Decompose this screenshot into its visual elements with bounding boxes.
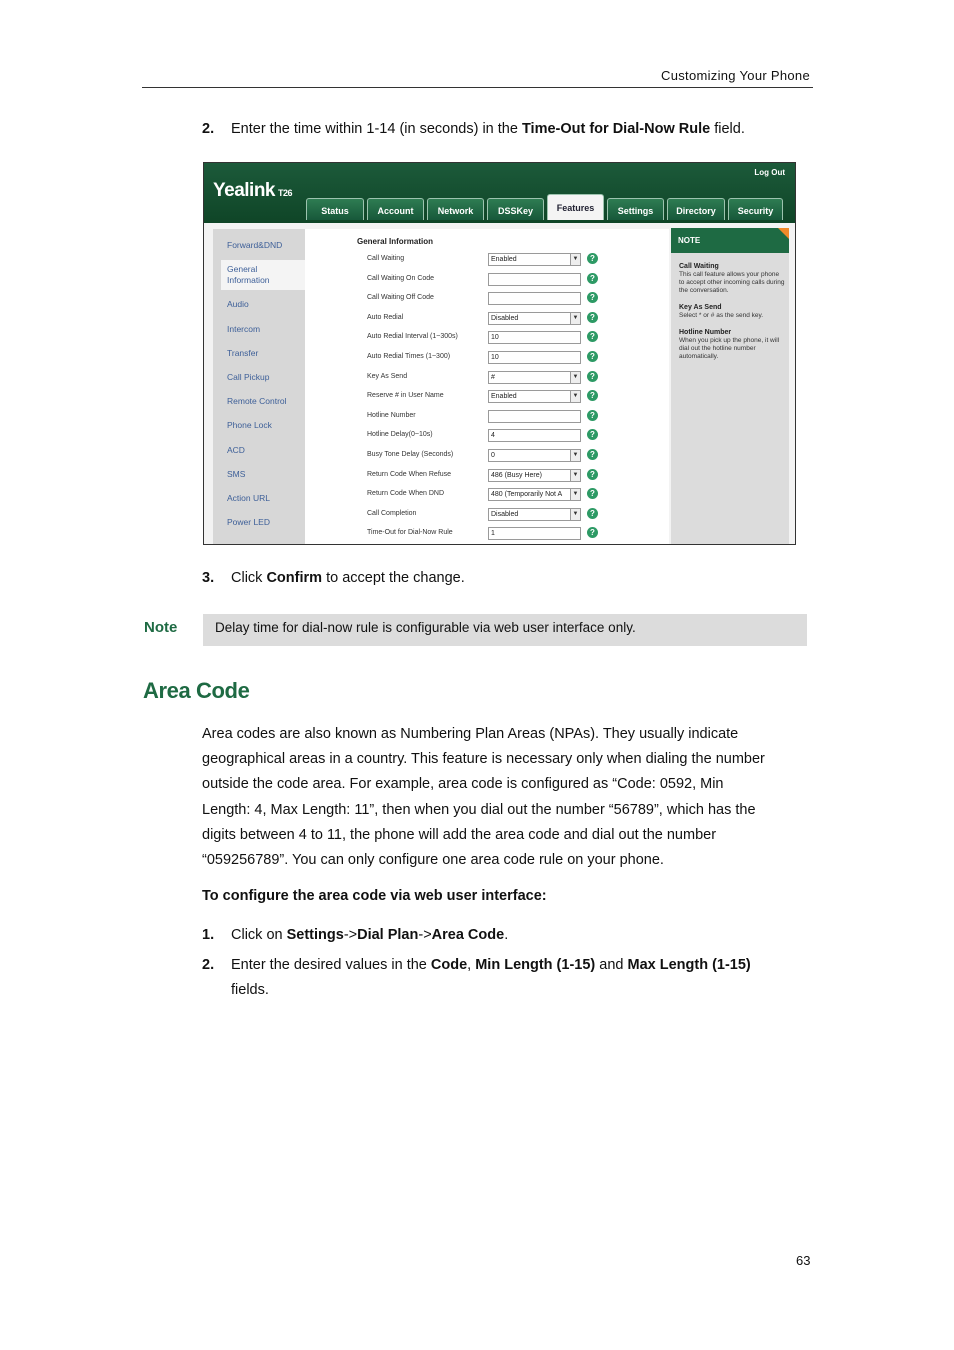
form-row: [305, 527, 669, 541]
help-icon[interactable]: ?: [587, 390, 598, 401]
field-value: Disabled: [491, 510, 519, 518]
field-value: 10: [491, 354, 499, 361]
dropdown-arrow-icon[interactable]: ▼: [570, 313, 580, 324]
menu-path-dial-plan: Dial Plan: [357, 927, 419, 943]
field-label: Return Code When Refuse: [367, 470, 452, 478]
tab-features[interactable]: Features: [547, 194, 604, 220]
form-row: [305, 410, 669, 424]
field-label: Call Waiting: [367, 255, 405, 262]
help-icon[interactable]: ?: [587, 488, 598, 499]
note-panel-body: [679, 263, 785, 370]
field-value: #: [491, 373, 495, 381]
step-text: Enter the time within 1-14 (in seconds) in the: [231, 121, 522, 137]
step-number: 2.: [202, 957, 215, 973]
form-row: [305, 488, 669, 502]
note-text: Delay time for dial-now rule is configurable via web user interface only.: [215, 620, 636, 635]
field-value: 486 (Busy Here): [491, 471, 542, 479]
help-icon[interactable]: ?: [587, 351, 598, 362]
form-row: [305, 429, 669, 443]
field-label: Hotline Number: [367, 411, 416, 419]
path-separator: ->: [343, 927, 358, 943]
field-label: Reserve # in User Name: [367, 392, 444, 400]
step-text-end: to accept the change.: [322, 570, 465, 586]
form-row: [305, 253, 669, 267]
section-paragraph: [202, 722, 814, 873]
help-icon[interactable]: ?: [587, 508, 598, 519]
yealink-logo: Yealink T26: [213, 180, 293, 201]
tab-account[interactable]: Account: [367, 198, 424, 220]
form-row: [305, 449, 669, 463]
step-text: Enter the desired values in the: [231, 957, 431, 973]
nav-item-acd[interactable]: ACD: [227, 445, 245, 455]
note-text: Select * or # as the send key.: [679, 312, 764, 319]
form-section-title: General Information: [357, 237, 434, 246]
field-select[interactable]: [488, 371, 581, 384]
step-text-end: .: [504, 927, 509, 943]
help-icon[interactable]: ?: [587, 527, 598, 538]
help-icon[interactable]: ?: [587, 253, 598, 264]
step-text-end: field.: [710, 121, 745, 137]
field-value: 480 (Temporarily Not A: [491, 491, 563, 499]
paragraph-line: outside the code area. For example, area code is configured as “Code: 0592, Min: [202, 776, 724, 793]
note-panel-title: NOTE: [671, 228, 789, 253]
nav-item-action-url[interactable]: Action URL: [227, 493, 270, 503]
note-label: Note: [144, 619, 178, 636]
section-heading: Area Code: [143, 678, 250, 703]
tab-dsskey[interactable]: DSSKey: [487, 198, 544, 220]
field-label: Return Code When DND: [367, 490, 445, 498]
general-information-form: [305, 229, 669, 545]
field-select[interactable]: [488, 469, 581, 482]
dropdown-arrow-icon[interactable]: ▼: [570, 254, 580, 265]
button-name: Confirm: [266, 570, 323, 586]
field-label: Call Waiting Off Code: [367, 294, 434, 302]
step-text-line2: fields.: [231, 982, 269, 998]
nav-item-intercom[interactable]: Intercom: [227, 324, 261, 334]
form-row: [305, 351, 669, 365]
field-label: Auto Redial: [367, 313, 404, 321]
tab-status[interactable]: Status: [306, 198, 364, 220]
dropdown-arrow-icon[interactable]: ▼: [570, 470, 580, 481]
nav-item-call-pickup[interactable]: Call Pickup: [227, 372, 270, 382]
field-value: Enabled: [491, 256, 517, 263]
step-number: 1.: [202, 927, 215, 943]
nav-item-audio[interactable]: Audio: [227, 299, 249, 309]
tab-directory[interactable]: Directory: [667, 198, 725, 220]
help-icon[interactable]: ?: [587, 449, 598, 460]
field-input[interactable]: [488, 410, 581, 423]
form-row: [305, 371, 669, 385]
paragraph-line: Area codes are also known as Numbering Plan Areas (NPAs). They usually indicate: [202, 726, 739, 742]
field-label: Auto Redial Interval (1~300s): [367, 333, 458, 341]
left-nav: [213, 229, 305, 545]
nav-item-transfer[interactable]: Transfer: [227, 348, 259, 358]
help-icon[interactable]: ?: [587, 469, 598, 480]
field-label: Auto Redial Times (1~300): [367, 353, 451, 360]
logout-link[interactable]: Log Out: [754, 168, 785, 177]
field-value: 0: [491, 452, 495, 459]
field-input[interactable]: [488, 351, 581, 364]
note-text: When you pick up the phone, it will dial out the hotline number automatically.: [679, 337, 780, 360]
separator: and: [595, 957, 628, 973]
help-icon[interactable]: ?: [587, 429, 598, 440]
dropdown-arrow-icon[interactable]: ▼: [570, 509, 580, 520]
field-select[interactable]: [488, 253, 581, 266]
nav-item-power-led[interactable]: Power LED: [227, 517, 270, 527]
form-row: [305, 469, 669, 483]
path-separator: ->: [418, 927, 432, 943]
field-value: Disabled: [491, 314, 519, 322]
dropdown-arrow-icon[interactable]: ▼: [570, 450, 580, 461]
note-heading: Key As Send: [679, 304, 722, 311]
note-heading: Call Waiting: [679, 263, 719, 270]
dropdown-arrow-icon[interactable]: ▼: [570, 372, 580, 383]
note-panel: [671, 228, 789, 544]
tab-network[interactable]: Network: [427, 198, 484, 220]
dropdown-arrow-icon[interactable]: ▼: [570, 489, 580, 500]
note-heading: Hotline Number: [679, 329, 732, 336]
form-row: [305, 508, 669, 522]
nav-item-general-information[interactable]: General Information: [221, 260, 307, 290]
paragraph-line: geographical areas in a country. This feature is necessary only when dialing the number: [202, 751, 765, 768]
field-label: Busy Tone Delay (Seconds): [367, 451, 454, 458]
paragraph-line: digits between 4 to 11, the phone will add the area code and dial out the number: [202, 826, 717, 843]
paragraph-line: “059256789”. You can only configure one area code rule on your phone.: [202, 852, 664, 869]
field-input[interactable]: [488, 527, 581, 540]
help-icon[interactable]: ?: [587, 331, 598, 342]
field-select[interactable]: [488, 488, 581, 501]
nav-item-phone-lock[interactable]: Phone Lock: [227, 420, 272, 430]
field-select[interactable]: [488, 312, 581, 325]
main-tabs: [306, 198, 786, 220]
help-icon[interactable]: ?: [587, 292, 598, 303]
page-number: 63: [796, 1253, 811, 1268]
field-name: Time-Out for Dial-Now Rule: [521, 121, 711, 137]
form-row: [305, 390, 669, 404]
field-label: Time-Out for Dial-Now Rule: [367, 529, 453, 537]
step-number: 3.: [202, 570, 215, 586]
field-select[interactable]: [488, 390, 581, 403]
field-value: 1: [491, 530, 495, 538]
field-min-length: Min Length (1-15): [475, 957, 596, 973]
note-corner-icon: [778, 228, 789, 239]
field-label: Key As Send: [367, 372, 408, 380]
step-number: 2.: [202, 121, 215, 137]
top-bar: [204, 163, 795, 223]
field-code: Code: [430, 957, 468, 973]
separator: ,: [467, 957, 476, 973]
help-icon[interactable]: ?: [587, 312, 598, 323]
dropdown-arrow-icon[interactable]: ▼: [570, 391, 580, 402]
field-input[interactable]: [488, 292, 581, 305]
field-input[interactable]: [488, 331, 581, 344]
nav-item-remote-control[interactable]: Remote Control: [227, 396, 287, 406]
step-text: Click: [231, 570, 267, 586]
field-label: Hotline Delay(0~10s): [367, 431, 433, 439]
help-icon[interactable]: ?: [587, 410, 598, 421]
note-box: [203, 614, 807, 646]
field-input[interactable]: [488, 429, 581, 442]
tab-security[interactable]: Security: [728, 198, 783, 220]
field-select[interactable]: [488, 449, 581, 462]
field-label: Call Waiting On Code: [367, 274, 435, 282]
field-value: 10: [491, 334, 499, 342]
help-icon[interactable]: ?: [587, 371, 598, 382]
running-header: Customizing Your Phone: [661, 68, 810, 83]
paragraph-line: Length: 4, Max Length: 11”, then when you dial out the number “56789”, which has the: [202, 801, 756, 818]
web-ui-screenshot: [203, 162, 796, 545]
field-value: 4: [491, 432, 495, 440]
menu-path-area-code: Area Code: [431, 927, 505, 943]
field-value: Enabled: [491, 393, 517, 401]
header-rule: [142, 87, 813, 88]
note-text: This call feature allows your phone to accept other incoming calls during the conversation.: [679, 271, 785, 294]
tab-settings[interactable]: Settings: [607, 198, 664, 220]
menu-path-settings: Settings: [286, 927, 344, 943]
nav-item-sms[interactable]: SMS: [227, 469, 246, 479]
field-label: Call Completion: [367, 509, 417, 517]
field-input[interactable]: [488, 273, 581, 286]
form-row: [305, 312, 669, 326]
form-row: [305, 273, 669, 287]
field-max-length: Max Length (1-15): [627, 957, 751, 973]
procedure-heading: To configure the area code via web user interface:: [202, 888, 547, 904]
help-icon[interactable]: ?: [587, 273, 598, 284]
step-text: Click on: [231, 927, 287, 943]
form-row: [305, 292, 669, 306]
field-select[interactable]: [488, 508, 581, 521]
nav-item-forward-dnd[interactable]: Forward&DND: [227, 240, 283, 250]
form-row: [305, 331, 669, 345]
